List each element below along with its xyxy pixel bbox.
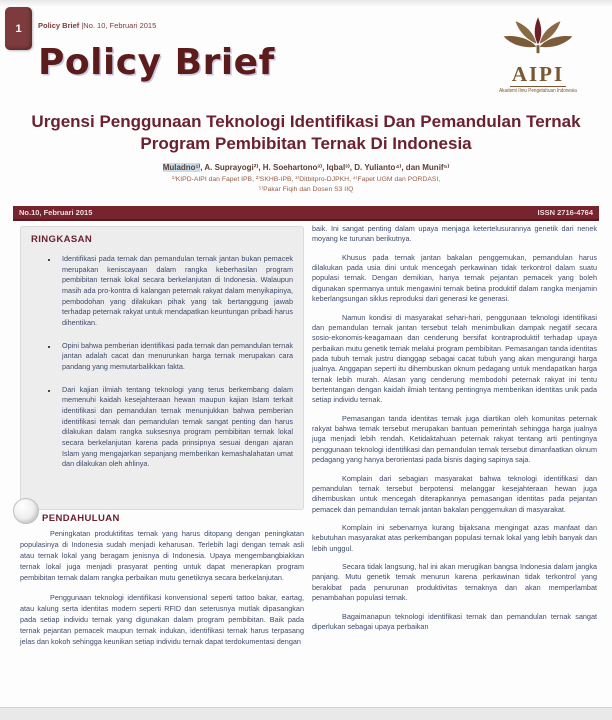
article-title: Urgensi Penggunaan Teknologi Identifikasi Dan Pemandulan Ternak Program Pembibitan Ternak Di Indonesia (31, 112, 581, 154)
summary-heading: RINGKASAN (31, 234, 93, 245)
pendahuluan-body (20, 529, 304, 658)
logo-text: AIPI (511, 62, 565, 86)
authors-line (0, 163, 612, 172)
body-paragraph: Komplain dari sebagian masyarakat bahwa teknologi identifikasi dan pemandulan ternak tersebut berpotensi melanggar kesejahteraan hewan juga dihembuskan untuk mencegah diterapkannya pemasangan identitas pada pejantan pemacek dan pemandulan ternak jantan bakalan penggemukan di masyarakat. (312, 473, 597, 514)
affiliation-line-1: ¹⁾KIPD-AIPI dan Fapet IPB, ²⁾SKHB-IPB, ³⁾Ditbitpro-DJPKH, ⁴⁾Fapet UGM dan PORDASI, (171, 176, 441, 183)
summary-box (20, 226, 304, 510)
summary-bullet: • Identifikasi pada ternak dan pemandulan ternak jantan bukan pemacek merupakan keniscayaan dalam rangka keberhasilan program pembibitan ternak lokal secara berkelanjutan di Indonesia. Walaupun masih ada pro-kontra di kalangan peternak rakyat dalam menyikapinya, pembodohan yang dilakukan pihak yang tak bertanggung jawab terhadap peternak rakyat untuk mendapatkan keuntungan pribadi harus dihentikan. (58, 254, 293, 329)
header-meta-title: Policy Brief (38, 21, 80, 30)
page-bottom-edge (0, 707, 612, 720)
page-number-tab (5, 7, 32, 50)
aipi-flower-icon (486, 16, 590, 68)
pendahuluan-paragraph: Peningkatan produktifitas ternak yang harus ditopang dengan peningkatan populasinya di Indonesia sudah menjadi keharusan. Terlebih lagi dengan ternak asli atau ternak lokal yang beragam jenisnya di Indonesia. Upaya mengembangbiakkan ternak lokal juga menjadi prasyarat penting untuk dapat menerapkan program pembibitan ternak dalam rangka perbaikan mutu genetiknya secara berkelanjutan. (20, 529, 304, 582)
header-meta-issue: |No. 10, Februari 2015 (79, 21, 157, 30)
body-paragraph: Komplain ini sebenarnya kurang bijaksana mengingat azas manfaat dan kebutuhan masyarakat atas perkembangan populasi ternak lokal yang lebih banyak dan lebih unggul. (312, 522, 597, 553)
page-number: 1 (15, 22, 22, 35)
header-meta (38, 21, 156, 30)
issn: ISSN 2716-4764 (537, 208, 593, 217)
author-first-highlighted: Muladno¹⁾ (162, 163, 201, 172)
section-circle-ornament (13, 498, 39, 524)
summary-bullet-list (31, 254, 293, 470)
body-paragraph: Namun kondisi di masyarakat sehari-hari, penggunaan teknologi identifikasi dan pemandulan ternak jantan tersebut telah menimbulkan dampak negatif secara sosio-ekonomis-keagamaan dan cenderung bersifat kontraproduktif terhadap upaya perbaikan mutu genetik ternak melalui program pembibitan. Pemasangan tanda identitas pada tubuh ternak justru dianggap sebagai cacat tubuh yang akan mengurangi harga jualnya. Anggapan seperti itu dihembuskan oknum pedagang untuk mendapatkan harga ternak lebih murah. Alasan yang cenderung membodohi peternak rakyat ini tentu bertentangan dengan kaidah ilmiah tentang pentingnya memberikan identitas unik pada setiap individu ternak. (312, 312, 597, 405)
summary-bullet: • Opini bahwa pemberian identifikasi pada ternak dan pemandulan ternak jantan adalah cacat dan menurunkan harga ternak merupakan cara pandang yang memutarbalikkan fakta. (58, 341, 293, 373)
affiliation-line-2: ⁵⁾Pakar Fiqih dan Dosen S3 IIQ (258, 186, 354, 193)
aipi-logo (486, 16, 590, 94)
body-paragraph: Pemasangan tanda identitas ternak juga diartikan oleh komunitas peternak rakyat bahwa ternak tersebut merupakan bantuan pemerintah sehingga harga jualnya juga menjadi lebih rendah. Ketidaktahuan peternak rakyat tentang arti pentingnya penggunaan teknologi identifikasi dan pemandulan ternak tersebut dimanfaatkan oknum pedagang yang hanya berorientasi pada bisnis daging sapinya saja. (312, 413, 597, 465)
body-paragraph: Bagaimanapun teknologi identifikasi ternak dan pemandulan ternak sangat diperlukan sebagai upaya perbaikan (312, 611, 597, 631)
pendahuluan-paragraph: Penggunaan teknologi identifikasi konvensional seperti tattoo bakar, eartag, atau kalung serta identitas modern seperti RFID dan seterusnya mutlak dipasangkan pada setiap individu ternak yang digunakan dalam program pembibitan. Baik pada ternak pejantan pemacek maupun ternak indukan, identifikasi ternak harus terpasang jelas dan kokoh sehingga keunikan setiap individu ternak dapat terdokumentasi dengan (20, 593, 304, 646)
body-paragraph: baik. Ini sangat penting dalam upaya menjaga ketertelusurannya genetik dari nenek moyang ke turunan berikutnya. (312, 224, 597, 244)
issue-bar (13, 206, 599, 221)
body-paragraph: Khusus pada ternak jantan bakalan penggemukan, pemandulan harus dilakukan pada usia dini untuk mencegah perkawinan tidak terkontrol dalam suatu populasi ternak. Dengan demikian, hanya ternak pejantan pemacek yang boleh digunakan spermanya untuk mengawini ternak betina produktif dalam rangka menjamin keberlangsungan siklus reproduksi dari generasi ke generasi. (312, 252, 597, 304)
body-paragraph: Secara tidak langsung, hal ini akan merugikan bangsa Indonesia dalam jangka panjang. Mutu genetik ternak menurun karena perkawinan tidak terkontrol yang berakibat pada penurunan produktivitas ternaknya dan akan memperlambat penambahan populasi ternak. (312, 562, 597, 603)
masthead-title: Policy Brief (38, 42, 275, 83)
pendahuluan-heading: PENDAHULUAN (42, 513, 120, 524)
authors-rest: , A. Suprayogi²⁾, H. Soehartono³⁾, Iqbal³⁾, D. Yulianto⁴⁾, dan Munif⁵⁾ (200, 163, 450, 172)
summary-bullet: • Dari kajian ilmiah tentang teknologi yang terus berkembang dalam memenuhi kaidah kesejahteraan hewan maupun kajian Islam terkait identifikasi dan pemandulan ternak menunjukkan bahwa pemberian identifikasi ternak dan pemandulan ternak sangat penting dan harus dilakukan dalam rangka suksesnya program pembibitan ternak lokal secara berkelanjutan karena pada prinsipnya sesuai dengan ajaran Islam yang mengajarkan sepanjang memberikan kemashalahatan umat dan dilakukan oleh ahlinya. (58, 385, 293, 470)
logo-caption: Akademi Ilmu Pengetahuan Indonesia (499, 88, 577, 94)
right-column-body (312, 224, 597, 640)
issue-number: No.10, Februari 2015 (19, 208, 93, 217)
